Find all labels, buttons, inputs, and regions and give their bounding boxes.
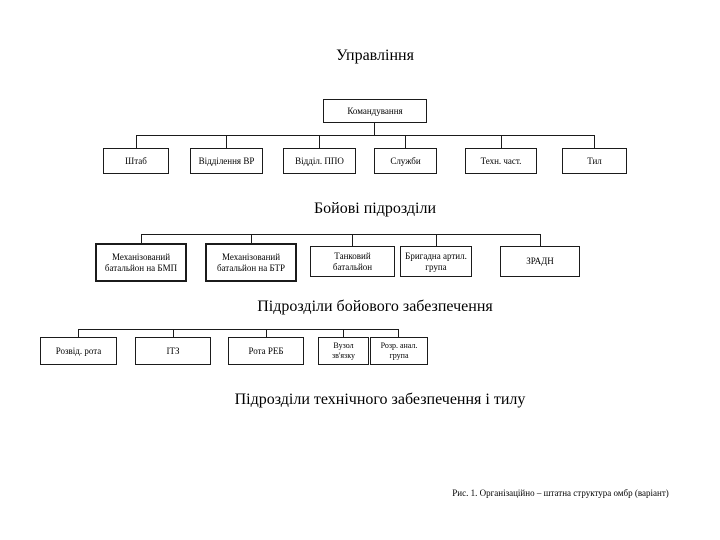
connector-bus-3 <box>78 329 399 330</box>
connector-bus-1 <box>136 135 595 136</box>
box-mekh-batalyon-btr: Механізований батальйон на БТР <box>205 243 297 282</box>
connector-drop <box>266 329 267 337</box>
box-viddilennya-vr: Відділення ВР <box>190 148 263 174</box>
connector-drop <box>141 234 142 243</box>
box-viddil-ppo: Відділ. ППО <box>283 148 356 174</box>
section-title-pidrozdily-boyovoho-zabezpechennya: Підрозділи бойового забезпечення <box>257 298 493 315</box>
box-tekhn-chast: Техн. част. <box>465 148 537 174</box>
connector-drop <box>398 329 399 337</box>
box-rozr-anal-hrupa: Розр. анал. група <box>370 337 428 365</box>
connector-drop <box>501 135 502 148</box>
section-title-pidrozdily-tekhnichnoho-zabezpechennya: Підрозділи технічного забезпечення і тилу <box>234 391 526 408</box>
connector-drop <box>251 234 252 243</box>
connector-drop <box>226 135 227 148</box>
connector-bus-2 <box>141 234 541 235</box>
box-mekh-batalyon-bmp: Механізований батальйон на БМП <box>95 243 187 282</box>
connector-drop <box>319 135 320 148</box>
box-itz: ІТЗ <box>135 337 211 365</box>
connector-root-drop <box>374 123 375 135</box>
box-zradn: ЗРАДН <box>500 246 580 277</box>
connector-drop <box>173 329 174 337</box>
connector-drop <box>436 234 437 246</box>
box-rota-reb: Рота РЕБ <box>228 337 304 365</box>
connector-drop <box>352 234 353 246</box>
connector-drop <box>594 135 595 148</box>
connector-drop <box>136 135 137 148</box>
section-title-upravlinnya: Управління <box>336 47 414 64</box>
connector-drop <box>540 234 541 246</box>
box-bryhadna-artyl-hrupa: Бригадна артил. група <box>400 246 472 277</box>
box-vuzol-zvyazku: Вузол зв'язку <box>318 337 369 365</box>
box-shtab: Штаб <box>103 148 169 174</box>
figure-caption: Рис. 1. Організаційно – штатна структура омбр (варіант) <box>452 488 669 498</box>
box-komanduvannya: Командування <box>323 99 427 123</box>
connector-drop <box>343 329 344 337</box>
connector-drop <box>405 135 406 148</box>
box-tankovyi-batalyon: Танковий батальйон <box>310 246 395 277</box>
box-rozvid-rota: Розвід. рота <box>40 337 117 365</box>
connector-drop <box>78 329 79 337</box>
box-tyl: Тил <box>562 148 627 174</box>
box-sluzhby: Служби <box>374 148 437 174</box>
section-title-boyovi-pidrozdily: Бойові підрозділи <box>313 200 437 217</box>
